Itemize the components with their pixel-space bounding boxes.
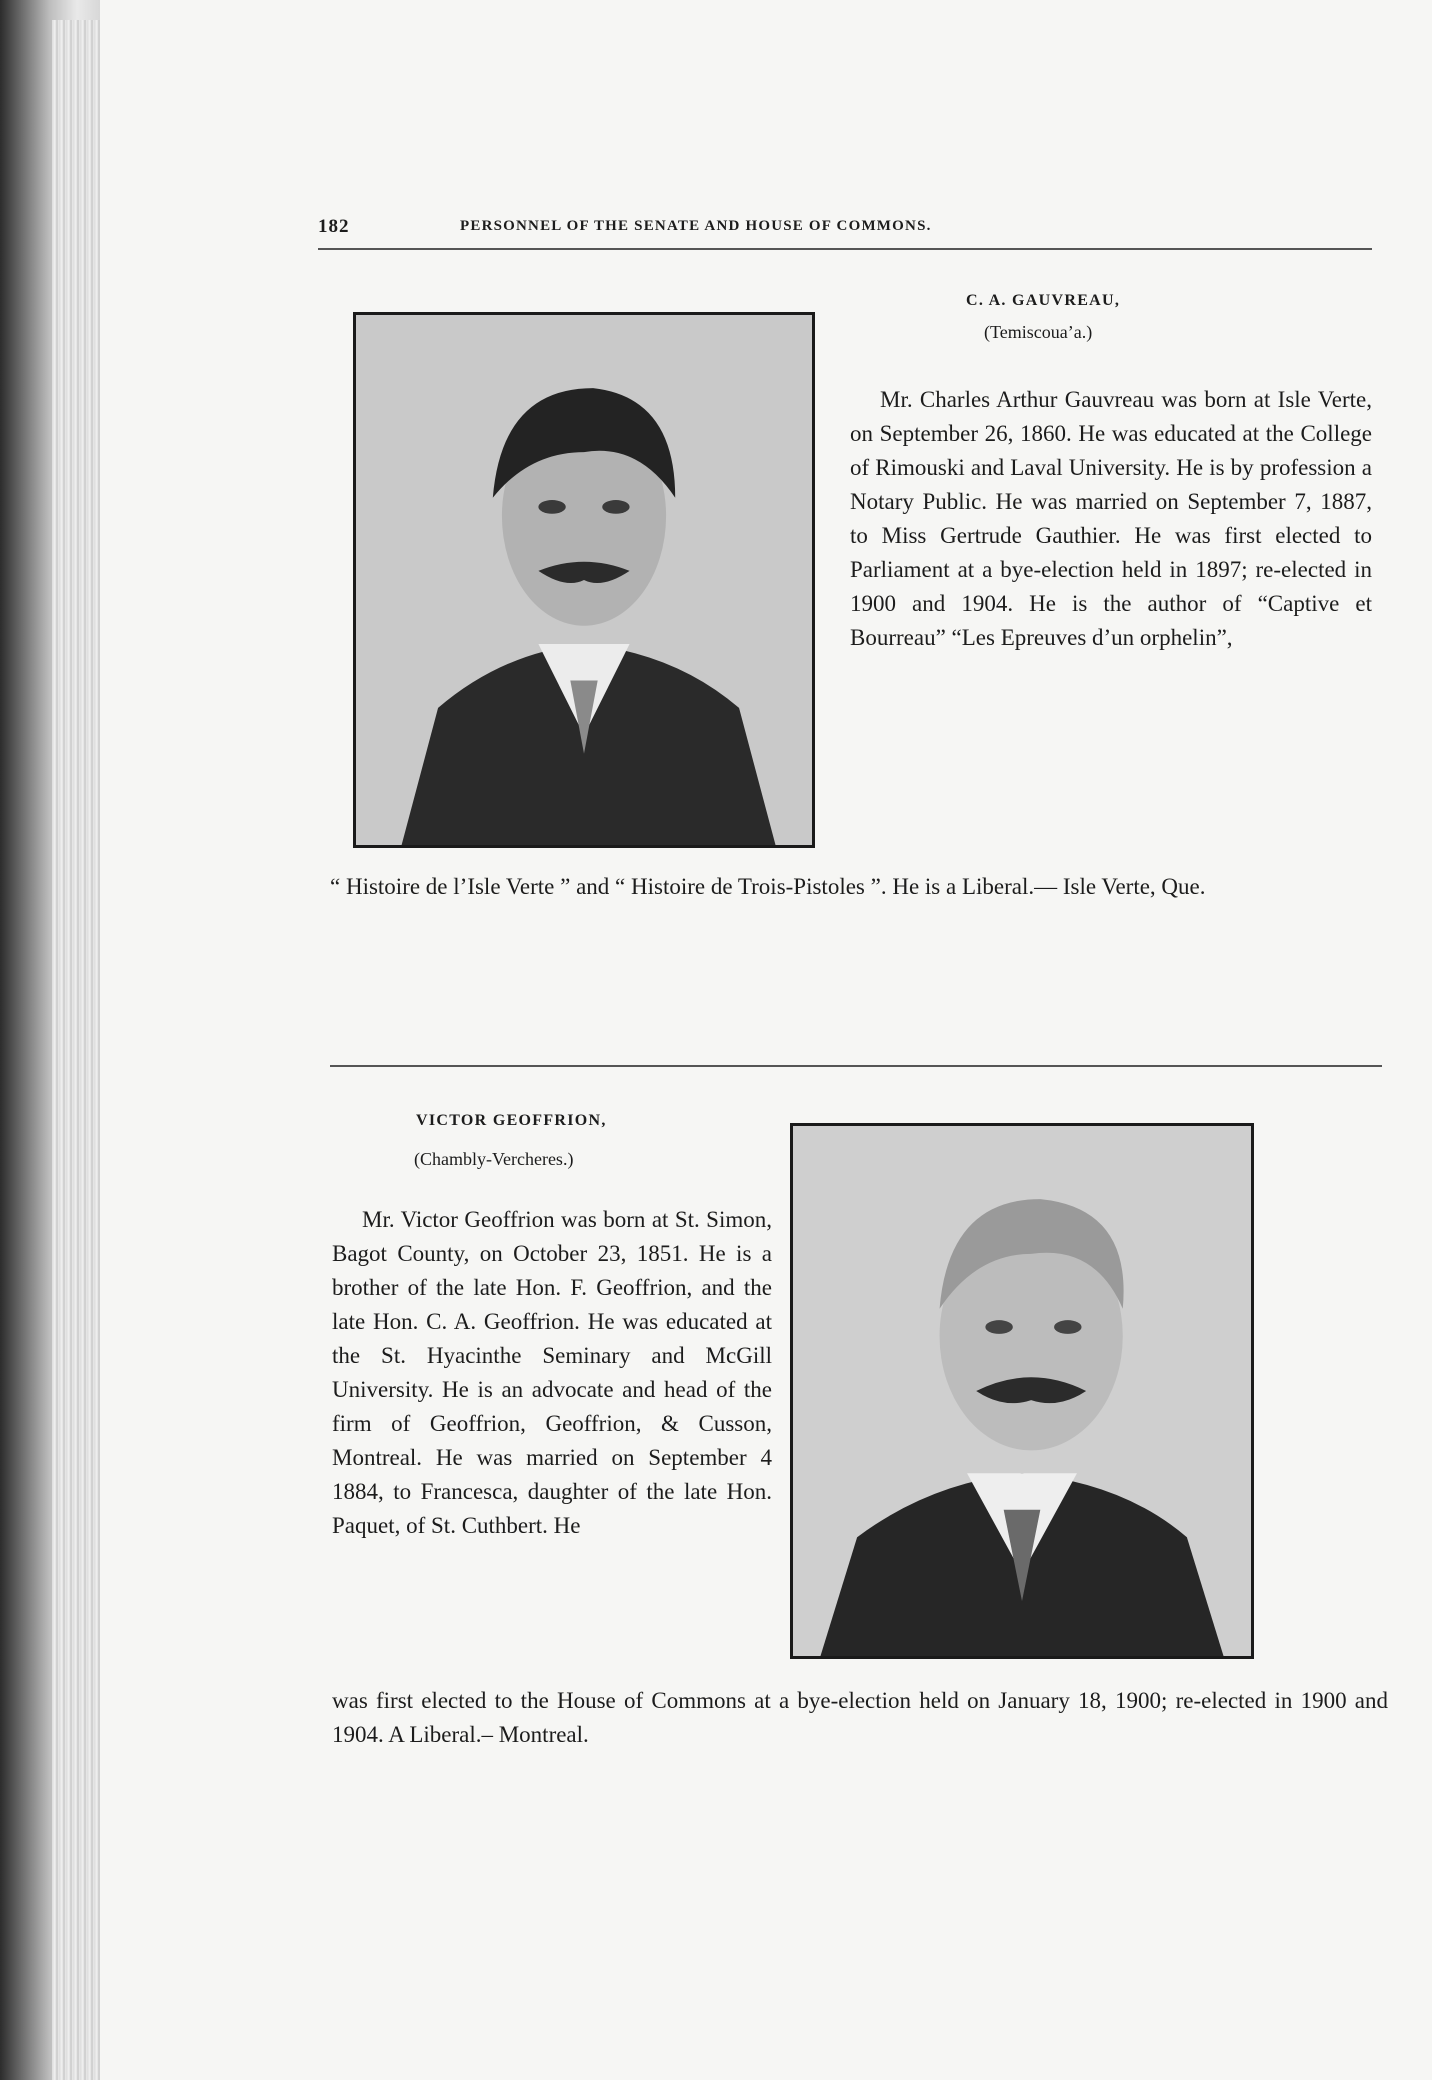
entry-bio-wrapped: Mr. Charles Arthur Gauvreau was born at Isle Verte, on September 26, 1860. He was educated at the College of Rimouski and Laval University. He is by profession a Notary Public. He was married on September 7, 1887, to Miss Gertrude Gauthier. He was first elected to Parliament at a bye-election held in 1897; re-elected in 1900 and 1904. He is the author of “Captive et Bourreau” “Les Epreuves d’un orphelin”, xyxy=(850,387,1372,650)
running-head xyxy=(318,212,1372,248)
entry-divider xyxy=(330,1065,1382,1067)
header-rule xyxy=(318,248,1372,250)
running-head-title: PERSONNEL OF THE SENATE AND HOUSE OF COMMONS. xyxy=(460,218,932,234)
entry-riding: (Temiscoua’a.) xyxy=(984,322,1093,342)
entry-name: VICTOR GEOFFRION, xyxy=(416,1112,607,1129)
entry-name: C. A. GAUVREAU, xyxy=(966,292,1121,309)
portrait-photo-icon xyxy=(353,312,815,848)
book-page xyxy=(100,0,1432,2080)
entry-bio-continued: was first elected to the House of Commons at a bye-election held on January 18, 1900; re-elected in 1900 and 1904. A Liberal.– Montreal. xyxy=(332,1688,1388,1747)
entry-bio-wrapped: Mr. Victor Geoffrion was born at St. Simon, Bagot County, on October 23, 1851. He is a brother of the late Hon. F. Geoffrion, and the late Hon. C. A. Geoffrion. He was educated at the St. Hyacinthe Seminary and McGill University. He is an advocate and head of the firm of Geoffrion, Geoffrion, & Cusson, Montreal. He was married on September 4 1884, to Francesca, daughter of the late Hon. Paquet, of St. Cuthbert. He xyxy=(332,1207,772,1538)
page-number: 182 xyxy=(318,216,350,237)
entry-riding: (Chambly-Vercheres.) xyxy=(414,1149,574,1169)
portrait-photo-icon xyxy=(790,1123,1254,1659)
entry-bio-continued: “ Histoire de l’Isle Verte ” and “ Histoire de Trois-Pistoles ”. He is a Liberal.— Isle Verte, Que. xyxy=(330,874,1206,899)
